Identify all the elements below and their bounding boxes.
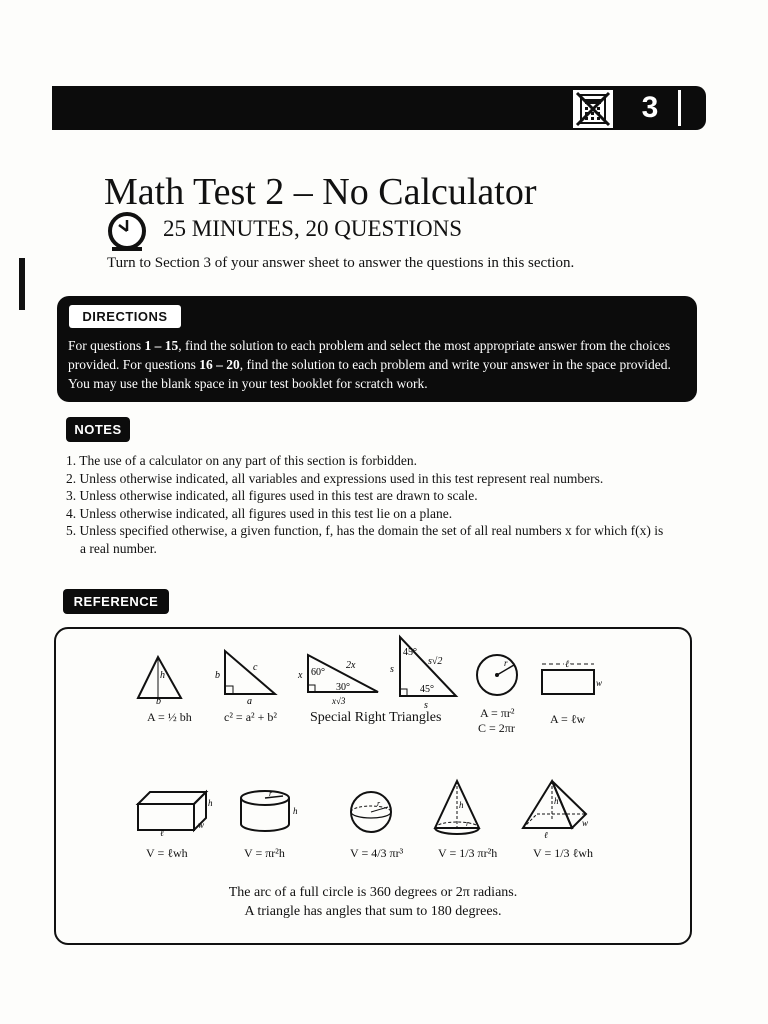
label-b: b [215, 670, 220, 681]
label-60: 60° [311, 667, 325, 678]
circle-figure [474, 652, 520, 698]
label-x: x [298, 670, 303, 681]
label-r: r [466, 819, 470, 828]
30-60-90-triangle-figure [296, 650, 386, 708]
label-w: w [582, 818, 589, 828]
label-w: w [596, 678, 603, 688]
circle-area-formula: A = πr² [480, 706, 515, 720]
label-h: h [160, 670, 165, 681]
label-s: s [424, 700, 428, 710]
label-45-top: 45° [403, 647, 417, 658]
question-range-mc: 1 – 15 [144, 338, 179, 353]
label-45-bottom: 45° [420, 684, 434, 695]
note-item: 1. The use of a calculator on any part of this section is forbidden. [66, 453, 418, 468]
directions-text-part: For questions [68, 338, 145, 353]
label-h: h [459, 800, 464, 810]
reference-footer-triangle: A triangle has angles that sum to 180 degrees. [244, 904, 502, 919]
directions-text-part: , find the solution to each problem and select the most appropriate answer from the choices provided. For questions [68, 338, 671, 372]
reference-label: REFERENCE [63, 589, 169, 614]
rectangle-area-formula: A = ℓw [550, 712, 586, 726]
section-divider [678, 90, 681, 126]
triangle-figure [135, 652, 185, 704]
cone-figure [432, 778, 486, 840]
pyramid-figure [520, 778, 594, 840]
label-l: ℓ [544, 830, 548, 840]
label-h: h [293, 806, 298, 816]
label-h: h [554, 796, 559, 806]
label-b: b [156, 696, 161, 704]
instruction-text: Turn to Section 3 of your answer sheet to answer the questions in this section. [107, 255, 575, 271]
circle-circumference-formula: C = 2πr [478, 721, 515, 735]
label-2x: 2x [346, 660, 356, 671]
rectangle-figure [538, 658, 604, 698]
note-item: 2. Unless otherwise indicated, all variables and expressions used in this test represent real numbers. [66, 470, 604, 486]
label-s: s [390, 664, 394, 675]
label-a: a [247, 696, 252, 706]
label-r: r [269, 789, 273, 798]
pyramid-volume-formula: V = 1/3 ℓwh [533, 846, 593, 860]
special-right-triangles-label: Special Right Triangles [310, 710, 442, 725]
label-r: r [504, 658, 508, 668]
reference-footer-arc: The arc of a full circle is 360 degrees or 2π radians. [228, 885, 518, 900]
notes-label: NOTES [66, 417, 130, 442]
sphere-volume-formula: V = 4/3 πr³ [350, 846, 404, 860]
note-item: 5. Unless specified otherwise, a given function, f, has the domain the set of all real numbers x for which f(x) is a real number. [66, 523, 664, 556]
label-h: h [208, 798, 213, 808]
clock-icon [104, 210, 150, 256]
label-r: r [377, 799, 381, 808]
cylinder-figure [238, 788, 304, 836]
note-item: 3. Unless otherwise indicated, all figures used in this test are drawn to scale. [66, 488, 478, 503]
note-item: 4. Unless otherwise indicated, all figures used in this test lie on a plane. [66, 505, 453, 521]
time-info: 25 MINUTES, 20 QUESTIONS [163, 216, 462, 241]
label-30: 30° [336, 682, 350, 693]
page-title: Math Test 2 – No Calculator [104, 171, 537, 213]
right-triangle-figure [213, 648, 283, 706]
section-number: 3 [641, 91, 659, 124]
label-c: c [253, 662, 258, 673]
directions-label: DIRECTIONS [69, 305, 181, 328]
question-range-grid: 16 – 20 [199, 357, 240, 372]
notes-list [66, 452, 666, 557]
45-45-90-triangle-figure [384, 634, 464, 710]
label-l: ℓ [160, 828, 164, 836]
triangle-area-formula: A = ½ bh [147, 710, 192, 724]
directions-text-part: , find the solution to each problem and write your answer in the space provided. You may use the blank space in your test booklet for scratch work. [68, 357, 671, 391]
margin-mark [19, 258, 25, 310]
no-calculator-icon [573, 90, 613, 128]
label-w: w [198, 820, 205, 830]
box-figure [134, 788, 214, 836]
pythagorean-formula: c² = a² + b² [224, 710, 277, 724]
label-s-root2: s√2 [428, 656, 443, 667]
box-volume-formula: V = ℓwh [146, 846, 188, 860]
cone-volume-formula: V = 1/3 πr²h [438, 846, 498, 860]
sphere-figure [348, 789, 396, 835]
cylinder-volume-formula: V = πr²h [244, 846, 285, 860]
label-x-root3: x√3 [332, 696, 346, 706]
directions-text [68, 336, 693, 393]
label-l: ℓ [565, 659, 570, 670]
